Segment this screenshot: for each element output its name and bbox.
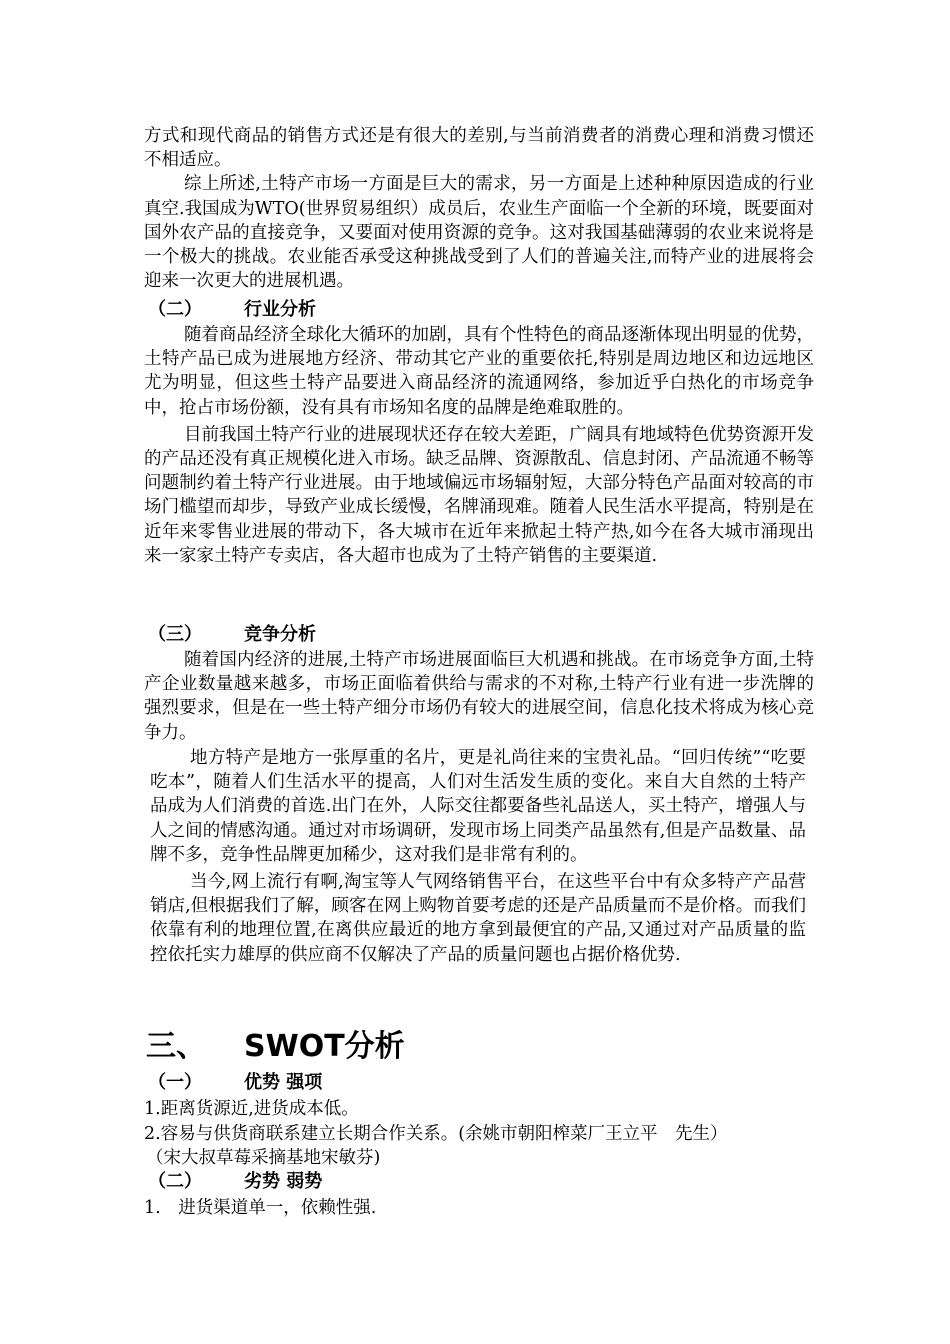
weakness-item-1: 1. 进货渠道单一，依赖性强. <box>144 1198 377 1218</box>
intro-paragraph-2: 综上所述,土特产市场一方面是巨大的需求，另一方面是上述种种原因造成的行业真空.我国成为WTO(世界贸易组织）成员后，农业生产面临一个全新的环境，既要面对国外农产品的直接竞争，又要面对使用资源的竞争。这对我国基础薄弱的农业来说将是一个极大的挑战。农业能否承受这种挑战受到了人们的普遍关注,而特产业的进展将会迎来一次更大的进展机遇。 <box>144 174 814 292</box>
swot-heading-title: SWOT分析 <box>244 1029 405 1064</box>
strength-item-2-line-1: 2.容易与供货商联系建立长期合作关系。(余姚市朝阳榨菜厂王立平 先生） <box>144 1124 728 1144</box>
industry-section <box>144 323 814 568</box>
competition-section-2 <box>150 746 806 967</box>
industry-paragraph-1: 随着商品经济全球化大循环的加剧，具有个性特色的商品逐渐体现出明显的优势，土特产品已成为进展地方经济、带动其它产业的重要依托,特别是周边地区和边远地区尤为明显，但这些土特产品要进入商品经济的流通网络，参加近乎白热化的市场竞争中，抢占市场份额，没有具有市场知名度的品牌是绝难取胜的。 <box>144 325 814 418</box>
industry-paragraph-2: 目前我国土特产行业的进展现状还存在较大差距，广阔具有地域特色优势资源开发的产品还没有真正规模化进入市场。缺乏品牌、资源散乱、信息封闭、产品流通不畅等问题制约着土特产行业进展。由于地域偏远市场辐射短，大部分特色产品面对较高的市场门槛望而却步，导致产业成长缓慢，名牌涌现难。随着人民生活水平提高，特别是在近年来零售业进展的带动下，各大城市在近年来掀起土特产热,如今在各大城市涌现出来一家家土特产专卖店，各大超市也成为了土特产销售的主要渠道. <box>144 424 814 566</box>
competition-heading-title: 竞争分析 <box>244 624 316 645</box>
strengths-heading <box>148 1071 322 1095</box>
weaknesses-heading <box>148 1170 322 1194</box>
swot-heading <box>146 1027 405 1067</box>
strengths-heading-number: （一） <box>148 1072 202 1093</box>
competition-paragraph-1: 随着国内经济的进展,土特产市场进展面临巨大机遇和挑战。在市场竞争方面,土特产企业数量越来越多，市场正面临着供给与需求的不对称,土特产行业有进一步洗牌的强烈要求，但是在一些土特产细分市场仍有较大的进展空间，信息化技术将成为核心竞争力。 <box>144 650 814 743</box>
swot-heading-number: 三、 <box>146 1029 206 1064</box>
strength-item-2-line-2: （宋大叔草莓采摘基地宋敏芬) <box>146 1148 381 1168</box>
industry-heading <box>148 298 316 322</box>
industry-heading-title: 行业分析 <box>244 299 316 320</box>
weaknesses-heading-number: （二） <box>148 1171 202 1192</box>
competition-section <box>144 648 814 745</box>
competition-paragraph-3: 当今,网上流行有啊,淘宝等人气网络销售平台，在这些平台中有众多特产产品营销店,但根据我们了解，顾客在网上购物首要考虑的还是产品质量而不是价格。而我们依靠有利的地理位置,在离供应最近的地方拿到最便宜的产品,又通过对产品质量的监控依托实力雄厚的供应商不仅解决了产品的质量问题也占据价格优势. <box>150 872 806 965</box>
competition-paragraph-2: 地方特产是地方一张厚重的名片，更是礼尚往来的宝贵礼品。“回归传统”“吃要吃本”，随着人们生活水平的提高，人们对生活发生质的变化。来自大自然的土特产品成为人们消费的首选.出门在外，人际交往都要备些礼品送人，买土特产，增强人与人之间的情感沟通。通过对市场调研，发现市场上同类产品虽然有,但是产品数量、品牌不多，竞争性品牌更加稀少，这对我们是非常有利的。 <box>150 748 806 865</box>
strength-item-1: 1.距离货源近,进货成本低。 <box>144 1099 359 1119</box>
competition-heading-number: （三） <box>148 624 202 645</box>
intro-section <box>144 124 814 293</box>
competition-heading <box>148 623 316 647</box>
intro-paragraph-1: 方式和现代商品的销售方式还是有很大的差别,与当前消费者的消费心理和消费习惯还不相适应。 <box>144 126 814 171</box>
industry-heading-number: （二） <box>148 299 202 320</box>
weaknesses-heading-title: 劣势 弱势 <box>244 1171 323 1192</box>
strengths-heading-title: 优势 强项 <box>244 1072 323 1093</box>
